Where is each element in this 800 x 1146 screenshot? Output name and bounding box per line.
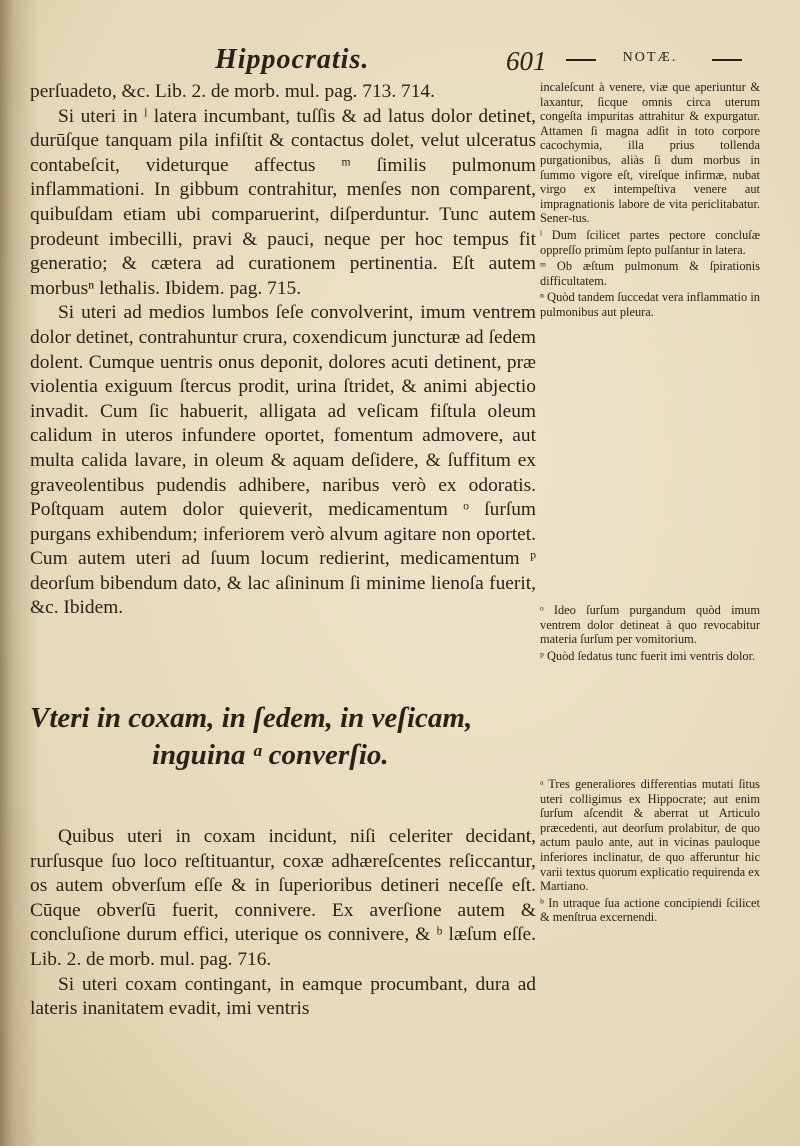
main-paragraph-1: perſuadeto, &c. Lib. 2. de morb. mul. pag. 713. 714. [30, 81, 435, 102]
marginal-notes-upper [540, 80, 760, 322]
note-b: ᵇ In utraque ſua actione concipiendi ſcilicet & menſtrua excernendi. [540, 895, 760, 925]
marginal-notes-lower [540, 777, 760, 927]
section-heading-line-2: inguina ᵃ converſio. [152, 739, 389, 771]
main2-paragraph-2: Si uteri coxam contingant, in eamque procumbant, dura ad lateris inanitatem evadit, imi ventris [30, 973, 536, 1020]
page-number: 601 [506, 46, 547, 76]
running-title: Hippocratis. [215, 44, 370, 75]
page-header [0, 40, 800, 80]
main-text-column-2 [30, 825, 536, 1022]
section-heading [30, 700, 536, 774]
note-o: ᵒ Ideo ſurſum purgandum quòd imum ventrem dolor detineat à quo revocabitur materia ſurſum per vomitorium. [540, 603, 760, 647]
note-continued: incaleſcunt à venere, viæ que aperiuntur & laxantur, ſicque omnis circa uterum congeſta impuritas attrahitur & expurgatur. Attamen ſi magna adſit in toto corpore cacochymia, illa prius tollenda purgationibus, aliàs ſi dum morbus in ſummo vigore eſt, vireſque infirmæ, nubat virgo ex intempeſtiva venere aut impragnationis labore de vita periclitabatur. Sener-tus. [540, 80, 760, 226]
main-paragraph-2: Si uteri in ˡ latera incumbant, tuſſis & ad latus dolor detinet, durūſque tanquam pila infiſtit & contactus dolet, velut ulceratus contabeſcit, videturque affectus ᵐ ſimilis pulmonum inflammationi. In gibbum contrahitur, menſes non comparent, quibuſdam etiam ubi comparuerint, diſperduntur. Tunc autem prodeunt imbecilli, pravi & pauci, neque per hoc tempus fit generatio; & cætera ad curationem pertinentia. Eſt autem morbusⁿ lethalis. Ibidem. pag. 715. [30, 105, 536, 299]
note-a: ᵃ Tres generaliores differentias mutati ſitus uteri colligimus ex Hippocrate; aut enim ſurſum aſcendit & aberrat ut Articulo præcedenti, aut deorſum prolabitur, de quo actum paulo ante, aut in vicinas pauloque inferiores inclinatur, de quo afferuntur hic varii textus quorum explicatio requirenda ex Martiano. [540, 777, 760, 894]
marginal-notes-middle [540, 603, 760, 665]
section-heading-line-1: Vteri in coxam, in ſedem, in veſicam, [30, 702, 473, 734]
main2-paragraph-1: Quibus uteri in coxam incidunt, niſi celeriter decidant, rurſusque ſuo loco reſtituantur, coxæ adhæreſcentes reſiccantur, os autem obverſum eſſe & in ſuperioribus detineri neceſſe eſt. Cūque obverſū fuerit, connivere. Ex averſione autem & concluſione durum effici, uterique os connivere, & ᵇ læſum eſſe. Lib. 2. de morb. mul. pag. 716. [30, 826, 536, 970]
notes-heading: NOTÆ. [560, 50, 740, 66]
main-text-column [30, 80, 536, 621]
note-n: ⁿ Quòd tandem ſuccedat vera inflammatio in pulmonibus aut pleura. [540, 290, 760, 319]
note-p: ᵖ Quòd ſedatus tunc fuerit imi ventris dolor. [540, 648, 756, 663]
note-l: ˡ Dum ſcilicet partes pectore concluſæ oppreſſo primùm ſepto pulſantur in latera. [540, 227, 760, 257]
note-m: ᵐ Ob æſtum pulmonum & ſpirationis difficultatem. [540, 259, 760, 288]
main-paragraph-3: Si uteri ad medios lumbos ſeſe convolverint, imum ventrem dolor detinet, contrahuntur crura, coxendicum juncturæ ad ſedem dolent. Cumque uentris onus deponit, dolores acuti detinent, præ violentia exiguum ſtercus prodit, urina ſtridet, & animi abjectio invadit. Cum ſic habuerit, alligata ad veſicam fiſtula oleum calidum in uteros infundere oportet, fomentum admovere, aut multa calida lavare, in oleum & aquam deſidere, & ſuffitum ex graveolentibus pudendis adhibere, naribus verò ex odoratis. Poſtquam autem dolor quieverit, medicamentum ᵒ ſurſum purgans exhibendum; inferiorem verò alvum agitare non oportet. Cum autem uteri ad ſuum locum redierint, medicamentum ᵖ deorſum bibendum dato, & lac aſininum ſi minime lienoſa fuerit, &c. Ibidem. [30, 302, 536, 619]
